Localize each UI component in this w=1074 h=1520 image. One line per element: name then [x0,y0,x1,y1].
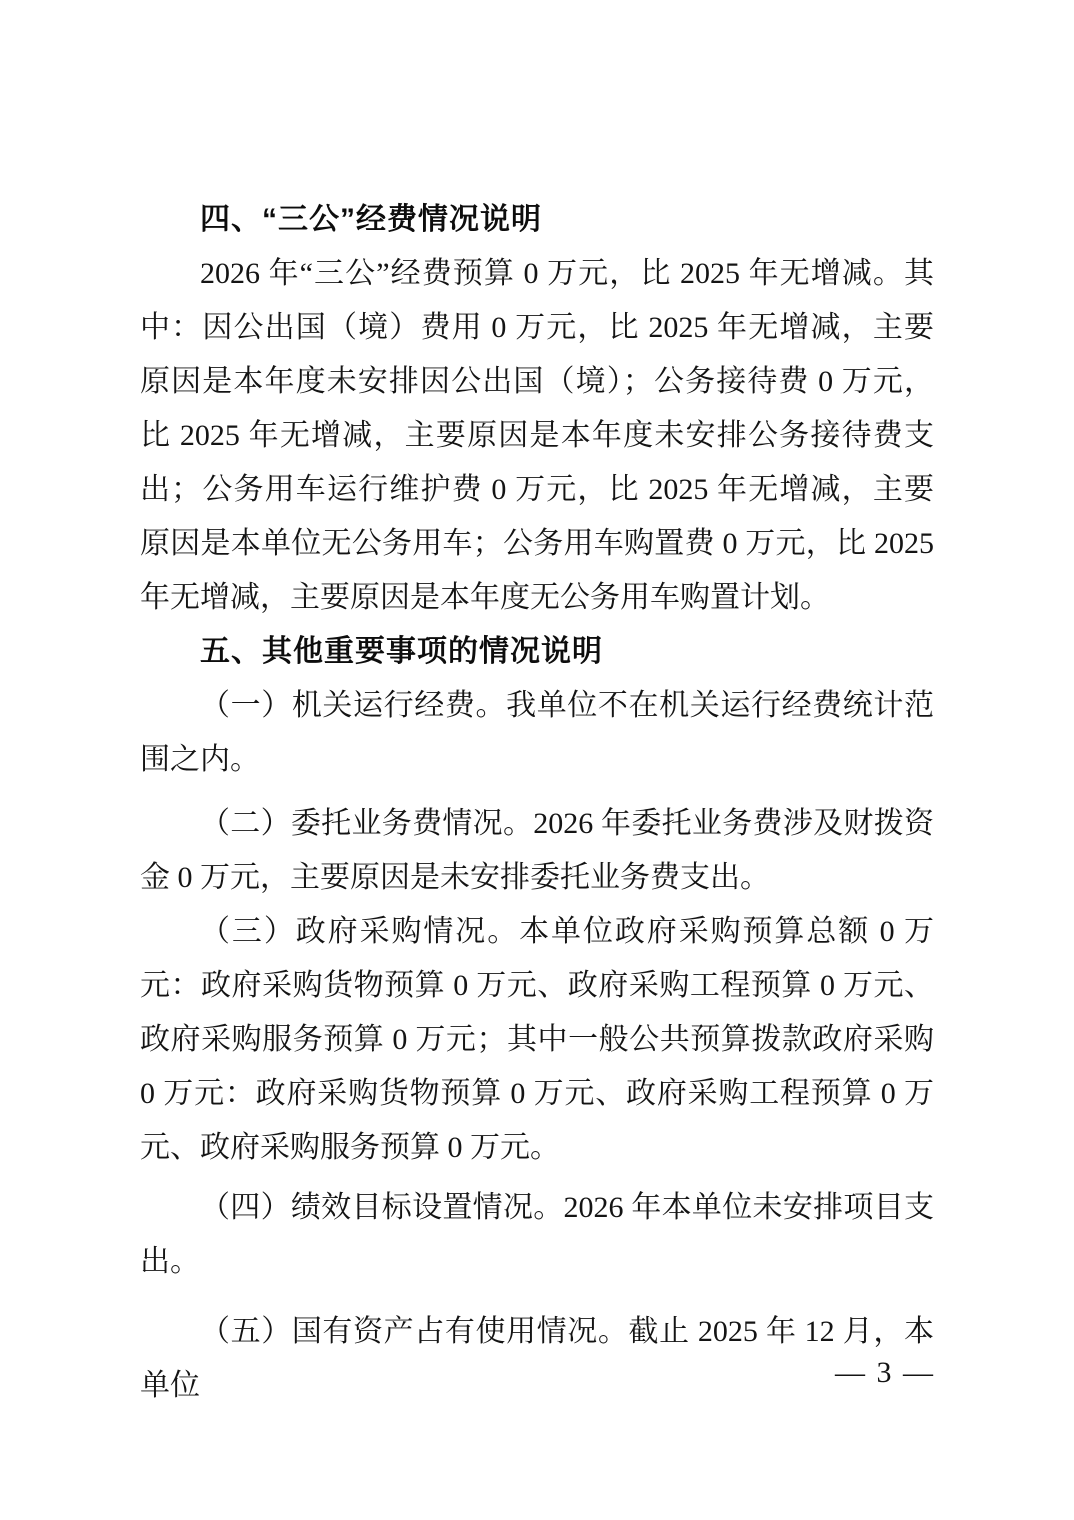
section-heading-san-gong-expenses: 四、“三公”经费情况说明 [200,203,542,236]
paragraph-san-gong-details: 2026 年“三公”经费预算 0 万元，比 2025 年无增减。其中：因公出国（境）费用 0 万元，比 2025 年无增减，主要原因是本年度未安排因公出国（境）；公务接待费 0 万元，比 2025 年无增减，主要原因是本年度未安排公务接待费支出；公务用车运行维护费 0 万元，比 2025 年无增减，主要原因是本单位无公务用车；公务用车购置费 0 万元，比 2025 年无增减，主要原因是本年度无公务用车购置计划。 [140,257,934,614]
section-heading-other-important-matters: 五、其他重要事项的情况说明 [200,635,603,668]
page-number: — 3 — [835,1356,935,1389]
paragraph-item-2-entrusted-business-fees: （二）委托业务费情况。2026 年委托业务费涉及财拨资金 0 万元，主要原因是未安排委托业务费支出。 [140,807,934,894]
paragraph-item-4-performance-goals: （四）绩效目标设置情况。2026 年本单位未安排项目支出。 [140,1191,934,1278]
document-body [140,193,934,1413]
paragraph-item-1-agency-operating-funds: （一）机关运行经费。我单位不在机关运行经费统计范围之内。 [140,689,934,776]
paragraph-item-5-state-owned-assets: （五）国有资产占有使用情况。截止 2025 年 12 月，本单位 [140,1315,934,1402]
paragraph-item-3-government-procurement: （三）政府采购情况。本单位政府采购预算总额 0 万元：政府采购货物预算 0 万元、政府采购工程预算 0 万元、政府采购服务预算 0 万元；其中一般公共预算拨款政府采购 0 万元：政府采购货物预算 0 万元、政府采购工程预算 0 万元、政府采购服务预算 0 万元。 [140,915,934,1164]
